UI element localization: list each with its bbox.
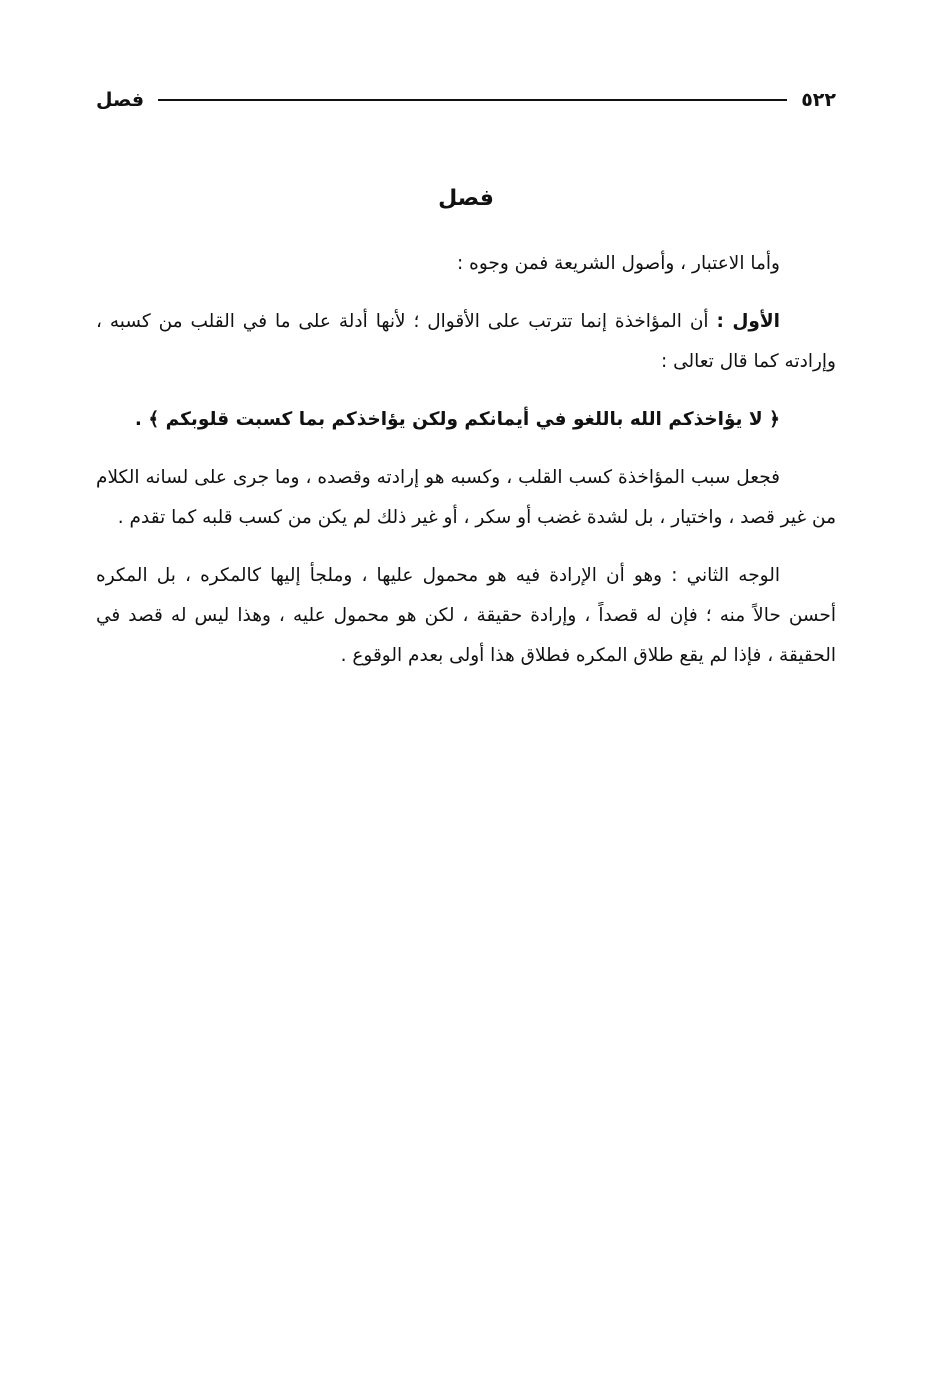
paragraph-explanation: فجعل سبب المؤاخذة كسب القلب ، وكسبه هو إرادته وقصده ، وما جرى على لسانه الكلام من غير قصد ، واختيار ، بل لشدة غضب أو سكر ، أو غير ذلك لم يكن من كسب قلبه كما تقدم .: [96, 467, 836, 528]
quran-verse: ﴿ لا يؤاخذكم الله باللغو في أيمانكم ولكن يؤاخذكم بما كسبت قلوبكم ﴾ .: [134, 409, 780, 430]
paragraph-first-aspect: [96, 302, 836, 382]
paragraph-second-aspect: الوجه الثاني : وهو أن الإرادة فيه هو محمول عليها ، وملجأ إليها كالمكره ، بل المكره أحسن حالاً منه ؛ فإن له قصداً ، وإرادة حقيقة ، لكن هو محمول عليه ، وهذا ليس له قصد في الحقيقة ، فإذا لم يقع طلاق المكره فطلاق هذا أولى بعدم الوقوع .: [96, 565, 836, 666]
body-text: [96, 244, 836, 694]
running-title: فصل: [96, 89, 145, 111]
paragraph-lead: الأول :: [716, 311, 781, 332]
paragraph-intro: وأما الاعتبار ، وأصول الشريعة فمن وجوه :: [457, 253, 780, 274]
section-title: فصل: [438, 186, 494, 211]
page-number: ٥٢٢: [801, 89, 836, 111]
paragraph-first-aspect-text: أن المؤاخذة إنما تترتب على الأقوال ؛ لأنها أدلة على ما في القلب من كسبه ، وإرادته كما قال تعالى :: [96, 311, 836, 372]
header-rule: [158, 99, 787, 101]
running-header: [96, 82, 836, 118]
